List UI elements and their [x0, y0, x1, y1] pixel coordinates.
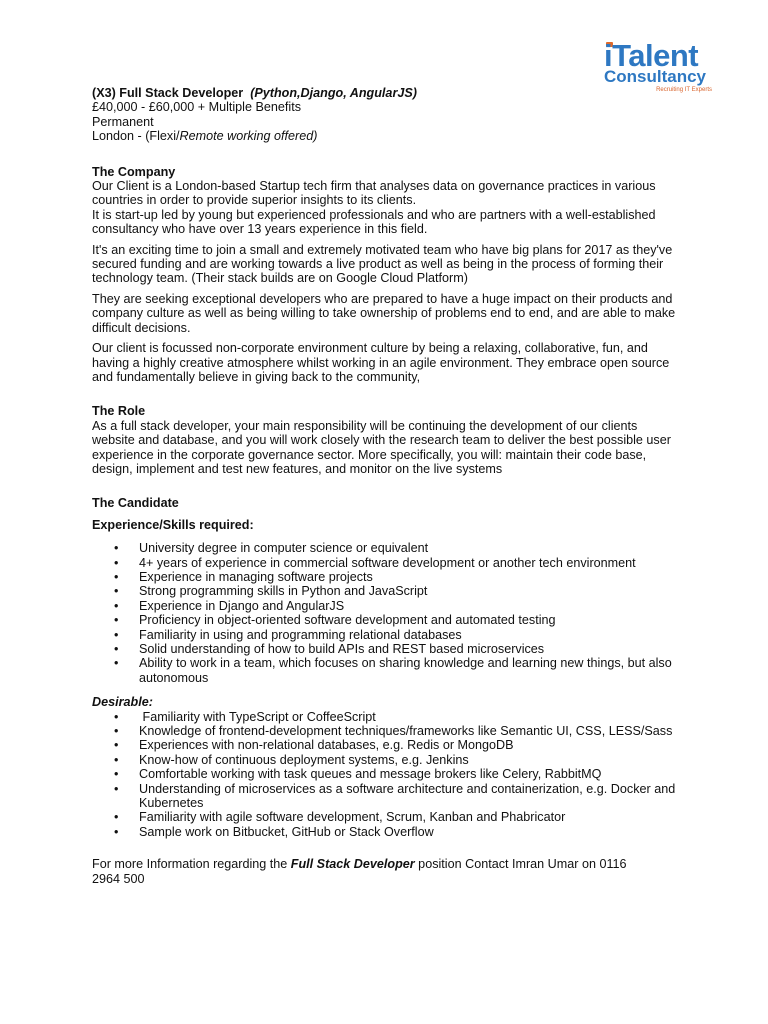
list-item: • Familiarity with TypeScript or CoffeeScript — [114, 709, 376, 724]
list-item: • Strong programming skills in Python and JavaScript — [114, 584, 428, 599]
list-item: • Knowledge of frontend-development techniques/frameworks like Semantic UI, CSS, LESS/Sass — [114, 724, 673, 739]
contact-info — [92, 857, 652, 886]
bullet: • — [114, 613, 119, 628]
list-item: • Familiarity in using and programming relational databases — [114, 627, 462, 642]
bullet: • — [114, 569, 119, 584]
role-heading: The Role — [92, 404, 146, 419]
bullet: • — [114, 810, 119, 825]
location-prefix: London - (Flexi/ — [92, 129, 180, 144]
company-paragraph-2: It's an exciting time to join a small and extremely motivated team who have big plans for 2017 as they've secured funding and are working towards a live product as well as being in the process of forming their technology team. (Their stack builds are on Google Cloud Platform) — [92, 242, 673, 286]
bullet: • — [114, 724, 119, 739]
role-paragraph: As a full stack developer, your main responsibility will be continuing the development of our clients website and database, and you will work closely with the research team to deliver the best possible user experience in the corporate governance sector. More specifically, you will: maintain their code base, design, implement and test new features, and monitor on the live systems — [92, 418, 671, 476]
bullet: • — [114, 598, 119, 613]
list-item: • Know-how of continuous deployment systems, e.g. Jenkins — [114, 752, 469, 767]
company-paragraph-3: They are seeking exceptional developers who are prepared to have a huge impact on their products and company culture as well as being willing to take ownership of problems end to end, and are able to make difficult decisions. — [92, 291, 676, 335]
bullet: • — [114, 656, 119, 671]
logo-wordmark-text: Talent — [612, 38, 699, 73]
logo-wordmark-prefix: i — [604, 38, 613, 73]
bullet: • — [114, 781, 119, 796]
list-item: • Experience in managing software projects — [114, 569, 373, 584]
location-remote: Remote working offered) — [179, 129, 318, 144]
list-item: • 4+ years of experience in commercial software development or another tech environment — [114, 555, 636, 570]
list-item: • Comfortable working with task queues and message brokers like Celery, RabbitMQ — [114, 767, 602, 782]
logo-tagline: Recruiting IT Experts — [656, 87, 712, 93]
required-skills-list — [92, 541, 682, 685]
company-paragraph-4: Our client is focussed non-corporate environment culture by being a relaxing, collaborative, fun, and having a highly creative atmosphere whilst working in an agile environment. They embrace open source and fundamentally believe in giving back to the community, — [92, 341, 670, 384]
candidate-heading: The Candidate — [92, 496, 179, 511]
salary: £40,000 - £60,000 + Multiple Benefits — [92, 100, 301, 115]
contract-type: Permanent — [92, 114, 154, 129]
job-title-tech: (Python,Django, AngularJS) — [250, 86, 417, 100]
bullet: • — [114, 627, 119, 642]
list-item: • Solid understanding of how to build APIs and REST based microservices — [114, 642, 545, 656]
list-item: • Sample work on Bitbucket, GitHub or Stack Overflow — [114, 824, 434, 839]
list-item: • Understanding of microservices as a software architecture and containerization, e.g. Docker and Kubernetes — [114, 781, 676, 811]
contact-role: Full Stack Developer — [290, 857, 415, 872]
company-paragraph-1b: It is start-up led by young but experienced professionals and who are partners with a well-established consultancy who have over 13 years experience in this field. — [92, 207, 656, 237]
bullet: • — [114, 752, 119, 767]
bullet: • — [114, 642, 119, 656]
desirable-heading: Desirable: — [92, 695, 153, 710]
list-item: • Ability to work in a team, which focuses on sharing knowledge and learning new things, but also autonomous — [114, 656, 672, 685]
bullet: • — [114, 555, 119, 570]
bullet: • — [114, 709, 119, 724]
list-item: • Experience in Django and AngularJS — [114, 598, 345, 613]
company-paragraph-1: Our Client is a London-based Startup tech firm that analyses data on governance practices in various countries in order to provide superior insights to its clients. — [92, 179, 656, 208]
job-title — [92, 86, 682, 100]
bullet: • — [114, 767, 119, 782]
list-item: • Experiences with non-relational databases, e.g. Redis or MongoDB — [114, 738, 514, 753]
contact-details: position Contact Imran Umar on 0116 2964 500 — [92, 857, 627, 886]
required-skills-heading: Experience/Skills required: — [92, 517, 254, 532]
logo-subtitle: Consultancy — [604, 67, 707, 86]
job-title-prefix: (X3) Full Stack Developer — [92, 86, 244, 100]
contact-prefix: For more Information regarding the — [92, 857, 291, 872]
company-heading: The Company — [92, 164, 176, 179]
bullet: • — [114, 738, 119, 753]
job-description — [92, 86, 682, 886]
desirable-skills-list — [92, 710, 682, 840]
bullet: • — [114, 584, 119, 599]
list-item: • Familiarity with agile software development, Scrum, Kanban and Phabricator — [114, 810, 566, 825]
list-item: • Proficiency in object-oriented software development and automated testing — [114, 613, 556, 628]
bullet: • — [114, 541, 119, 556]
list-item: • University degree in computer science or equivalent — [114, 541, 429, 556]
bullet: • — [114, 824, 119, 839]
location — [92, 129, 682, 143]
